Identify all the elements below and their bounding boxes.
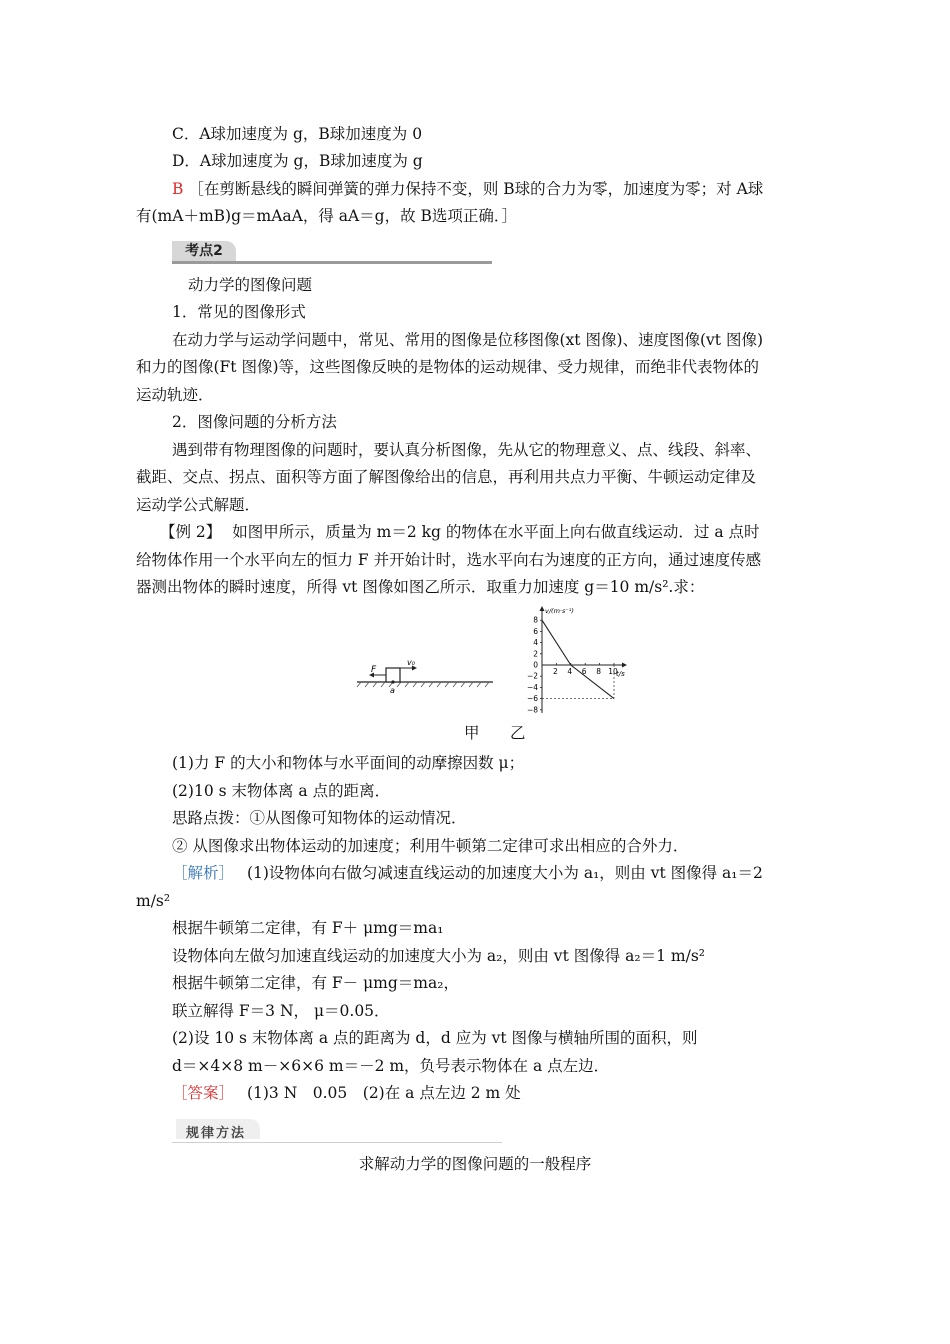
velocity-label: v₀ — [407, 658, 415, 667]
section-title: 动力学的图像问题 — [188, 276, 313, 294]
solution-line8: d＝×4×8 m－×6×6 m＝－2 m，负号表示物体在 a 点左边． — [172, 1057, 610, 1075]
answer-letter: B — [172, 180, 184, 198]
x-axis-arrowhead — [622, 663, 627, 668]
para-2-line1: 遇到带有物理图像的问题时，要认真分析图像，先从它的物理意义、点、线段、斜率、 — [172, 441, 762, 459]
y-tick-label: 0 — [533, 660, 538, 670]
solution-line6: 联立解得 F＝3 N， μ＝0.05． — [172, 1002, 390, 1020]
question-1: (1)力 F 的大小和物体与水平面间的动摩擦因数 μ； — [172, 754, 525, 772]
point-a — [391, 680, 394, 683]
y-tick-label: 8 — [533, 615, 538, 625]
x-tick-label: 4 — [567, 667, 573, 676]
rule-label: 规律方法 — [186, 1126, 247, 1141]
vt-chart — [520, 605, 640, 715]
example-text: 如图甲所示，质量为 m＝2 kg 的物体在水平面上向右做直线运动．过 a 点时 — [232, 523, 760, 541]
solution-text-1: (1)设物体向右做匀减速直线运动的加速度大小为 a₁，则由 vt 图像得 a₁＝2 — [246, 864, 763, 882]
example-label: 【例 2】 — [160, 523, 222, 541]
y-tick-label: −4 — [526, 682, 538, 692]
point-a-label: a — [390, 686, 395, 695]
series-line-v — [542, 620, 614, 698]
para-1-line2: 和力的图像(Ft 图像)等，这些图像反映的是物体的运动规律、受力规律，而绝非代表物体的 — [136, 358, 760, 376]
x-tick-label: 2 — [553, 667, 558, 676]
question-2: (2)10 s 末物体离 a 点的距离． — [172, 782, 391, 800]
solution-line2: m/s² — [136, 892, 171, 910]
hint-2: ② 从图像求出物体运动的加速度；利用牛顿第二定律可求出相应的合外力． — [172, 837, 689, 855]
solution-line1 — [172, 863, 763, 883]
example-line1 — [160, 522, 760, 542]
answer-text: (1)3 N 0.05 (2)在 a 点左边 2 m 处 — [246, 1084, 521, 1102]
y-axis-arrowhead — [540, 606, 545, 611]
y-tick-label: 6 — [533, 626, 538, 636]
y-tick-label: −6 — [526, 694, 538, 704]
answer-label: ［答案］ — [172, 1084, 235, 1102]
x-axis-label: t/s — [616, 670, 625, 678]
answer-line — [172, 1083, 521, 1103]
para-2-line3: 运动学公式解题． — [136, 496, 261, 514]
caption-yi: 乙 — [510, 724, 526, 742]
option-c: C．A球加速度为 g，B球加速度为 0 — [172, 125, 423, 143]
solution-label: ［解析］ — [172, 864, 235, 882]
x-tick-label: 10 — [608, 667, 618, 676]
y-tick-label: 4 — [533, 638, 538, 648]
example-line2: 给物体作用一个水平向左的恒力 F 并开始计时，选水平向右为速度的正方向，通过速度传感 — [136, 551, 762, 569]
option-d: D．A球加速度为 g，B球加速度为 g — [172, 152, 423, 170]
para-1-line1: 在动力学与运动学问题中，常见、常用的图像是位移图像(xt 图像)、速度图像(vt 图像) — [172, 331, 764, 349]
section-tag: 考点2 — [172, 241, 236, 261]
hint-1: 思路点拨：①从图像可知物体的运动情况． — [172, 809, 467, 827]
para-1-line3: 运动轨迹． — [136, 386, 214, 404]
heading-1: 1．常见的图像形式 — [172, 303, 306, 321]
ground-hatch — [357, 682, 489, 687]
y-axis-label: v/(m·s⁻¹) — [545, 607, 574, 615]
answer-explanation-line2: 有(mA＋mB)g＝mAaA，得 aA＝g，故 B选项正确．］ — [136, 207, 518, 225]
x-tick-label: 8 — [596, 667, 601, 676]
para-2-line2: 截距、交点、拐点、面积等方面了解图像给出的信息，再利用共点力平衡、牛顿运动定律及 — [136, 468, 757, 486]
y-tick-label: −2 — [526, 671, 538, 681]
solution-line5: 根据牛顿第二定律，有 F－ μmg＝ma₂， — [172, 974, 459, 992]
figure-jia — [355, 656, 495, 696]
heading-2: 2．图像问题的分析方法 — [172, 413, 337, 431]
rule-title: 求解动力学的图像问题的一般程序 — [358, 1155, 592, 1173]
chart-marks — [542, 620, 614, 698]
solution-line3: 根据牛顿第二定律，有 F＋ μmg＝ma₁ — [172, 919, 444, 937]
caption-jia: 甲 — [464, 724, 480, 742]
force-label: F — [371, 665, 377, 675]
block — [386, 668, 400, 682]
solution-line4: 设物体向左做匀加速直线运动的加速度大小为 a₂，则由 vt 图像得 a₂＝1 m/s² — [172, 947, 705, 965]
solution-line7: (2)设 10 s 末物体离 a 点的距离为 d，d 应为 vt 图像与横轴所围的面积，则 — [172, 1029, 698, 1047]
answer-explanation-text: ［在剪断悬线的瞬间弹簧的弹力保持不变，则 B球的合力为零，加速度为零；对 A球 — [188, 180, 764, 198]
answer-explanation-line1 — [172, 179, 763, 199]
x-tick-label: 6 — [581, 667, 587, 676]
y-tick-label: −8 — [526, 705, 538, 715]
example-line3: 器测出物体的瞬时速度，所得 vt 图像如图乙所示．取重力加速度 g＝10 m/s².求： — [136, 578, 705, 596]
y-tick-label: 2 — [533, 649, 538, 659]
